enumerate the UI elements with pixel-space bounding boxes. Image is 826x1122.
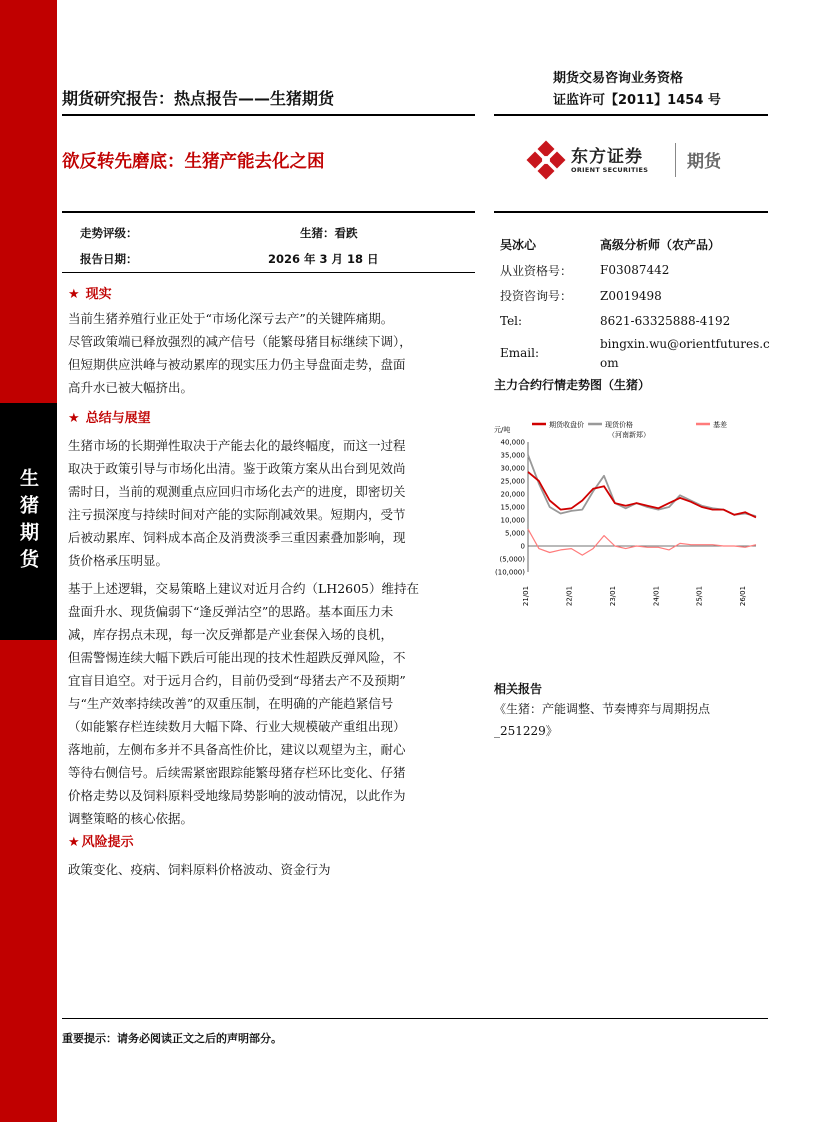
y-tick-label: 15,000 (500, 503, 525, 512)
y-tick-label: 20,000 (500, 490, 525, 499)
orient-logo-icon (526, 140, 566, 180)
left-red-bar (0, 0, 57, 403)
section-risk-heading: ★ 风险提示 (68, 835, 134, 850)
reality-paragraph: 当前生猪养殖行业正处于“市场化深亏去产”的关键阵痛期。 尽管政策端已释放强烈的减产信号（能繁母猪目标继续下调）， 但短期供应洪峰与被动累库的现实压力仍主导盘面走势，盘面 高升水已被大幅挤出。 (68, 311, 412, 395)
trend-value: 生猪：看跌 (300, 226, 358, 240)
header-rule-left (62, 114, 475, 116)
related-line-2[interactable]: _251229》 (494, 724, 558, 738)
analyst-qual-label: 从业资格号： (500, 264, 573, 278)
logo-en-text: ORIENT SECURITIES (571, 166, 649, 174)
price-chart (490, 412, 766, 624)
y-tick-label: 5,000 (504, 529, 525, 538)
logo-futures-text: 期货 (687, 152, 721, 172)
y-tick-label: (5,000) (499, 555, 525, 564)
x-tick-label: 24/01 (652, 585, 661, 607)
y-tick-label: 40,000 (500, 438, 525, 447)
y-tick-label: 0 (520, 542, 525, 551)
logo-divider (675, 143, 676, 177)
analyst-rule-top (494, 211, 768, 213)
risk-text: 政策变化、疫病、饲料原料价格波动、资金行为 (68, 862, 331, 877)
outlook-paragraph-2: 基于上述逻辑，交易策略上建议对近月合约（LH2605）维持在 盘面升水、现货偏弱下“逢反弹沽空”的思路。基本面压力未 减，库存拐点未现，每一次反弹都是产业套保入场的良机， 但需警惕连续大幅下跌后可能出现的技术性超跌反弹风险，不 宜盲目追空。对于远月合约，目前仍受到“母猪去产不及预期” 与“生产效率持续改善”的双重压制，在明确的产能趋紧信号 （如能繁存栏连续数月大幅下降、行业大规模破产重组出现） 落地前，左侧布多并不具备高性价比，建议以观望为主，耐心 等待右侧信号。后续需紧密跟踪能繁母猪存栏环比变化、仔猪 价格走势以及饲料原料受地缘局势影响的波动情况，以此作为 调整策略的核心依据。 (68, 581, 420, 826)
analyst-qual-value: F03087442 (600, 263, 670, 277)
star-icon: ★ (68, 287, 80, 302)
headline: 欲反转先磨底：生猪产能去化之困 (62, 152, 325, 172)
star-icon: ★ (68, 835, 80, 850)
logo-cn-text: 东方证券 (571, 147, 643, 167)
section-outlook-heading: ★ 总结与展望 (68, 411, 151, 426)
y-tick-label: 10,000 (500, 516, 525, 525)
related-heading: 相关报告 (494, 682, 543, 696)
x-tick-label: 26/01 (739, 585, 748, 607)
trend-label: 走势评级： (80, 226, 138, 240)
company-logo (526, 140, 756, 180)
y-tick-label: 35,000 (500, 451, 525, 460)
analyst-email-value-1: bingxin.wu@orientfutures.c (600, 337, 770, 351)
left-red-bar-lower (0, 640, 57, 1122)
y-tick-label: (10,000) (495, 568, 525, 577)
related-line-1[interactable]: 《生猪：产能调整、节奏博弈与周期拐点 (494, 702, 711, 716)
x-tick-label: 21/01 (522, 585, 530, 607)
x-tick-label: 22/01 (565, 585, 574, 607)
date-label: 报告日期： (80, 252, 138, 266)
analyst-email-value-2: om (600, 356, 619, 370)
section-reality-heading: ★ 现实 (68, 287, 112, 302)
header-rule-right (494, 114, 768, 116)
y-tick-label: 25,000 (500, 477, 525, 486)
meta-rule-top (62, 211, 475, 213)
sidebar-label-box (0, 403, 57, 640)
chart-unit-label: 元/吨 (494, 426, 511, 434)
star-icon: ★ (68, 411, 80, 426)
footer-note: 重要提示：请务必阅读正文之后的声明部分。 (62, 1032, 282, 1045)
outlook-paragraph-1: 生猪市场的长期弹性取决于产能去化的最终幅度，而这一过程 取决于政策引导与市场化出清。鉴于政策方案从出台到见效尚 需时日，当前的观测重点应回归市场化去产的进度，即密切关 注亏损深度与持续时间对产能的实际削减效果。短期内，受节 后被动累库、饲料成本高企及消费淡季三重因素叠加影响，现 货价格承压明显。 (68, 438, 406, 568)
qualification-line-1: 期货交易咨询业务资格 (553, 71, 684, 86)
analyst-name: 吴冰心 (500, 238, 537, 252)
legend-sublabel: （河南新郑） (608, 431, 650, 439)
series-line-1 (528, 455, 756, 516)
legend-label: 期货收盘价 (549, 421, 584, 429)
analyst-tel-label: Tel: (500, 314, 523, 328)
x-tick-label: 25/01 (695, 585, 704, 607)
sidebar-label: 生猪期货 (17, 467, 39, 576)
analyst-email-label: Email: (500, 346, 540, 360)
footer-rule (62, 1018, 768, 1019)
analyst-tel-value: 8621-63325888-4192 (600, 314, 731, 328)
legend-label: 基差 (713, 421, 727, 429)
series-line-2 (528, 529, 756, 555)
legend-label: 现货价格 (605, 421, 633, 429)
x-tick-label: 23/01 (608, 585, 617, 607)
chart-title: 主力合约行情走势图（生猪） (494, 378, 651, 392)
report-title: 期货研究报告：热点报告——生猪期货 (62, 89, 335, 108)
analyst-title: 高级分析师（农产品） (600, 238, 721, 252)
meta-rule-bottom (62, 272, 475, 273)
date-value: 2026 年 3 月 18 日 (268, 252, 379, 266)
y-tick-label: 30,000 (500, 464, 525, 473)
qualification-line-2: 证监许可【2011】1454 号 (553, 93, 721, 108)
analyst-consult-value: Z0019498 (600, 289, 662, 303)
analyst-consult-label: 投资咨询号： (500, 289, 573, 303)
series-line-0 (528, 472, 756, 518)
